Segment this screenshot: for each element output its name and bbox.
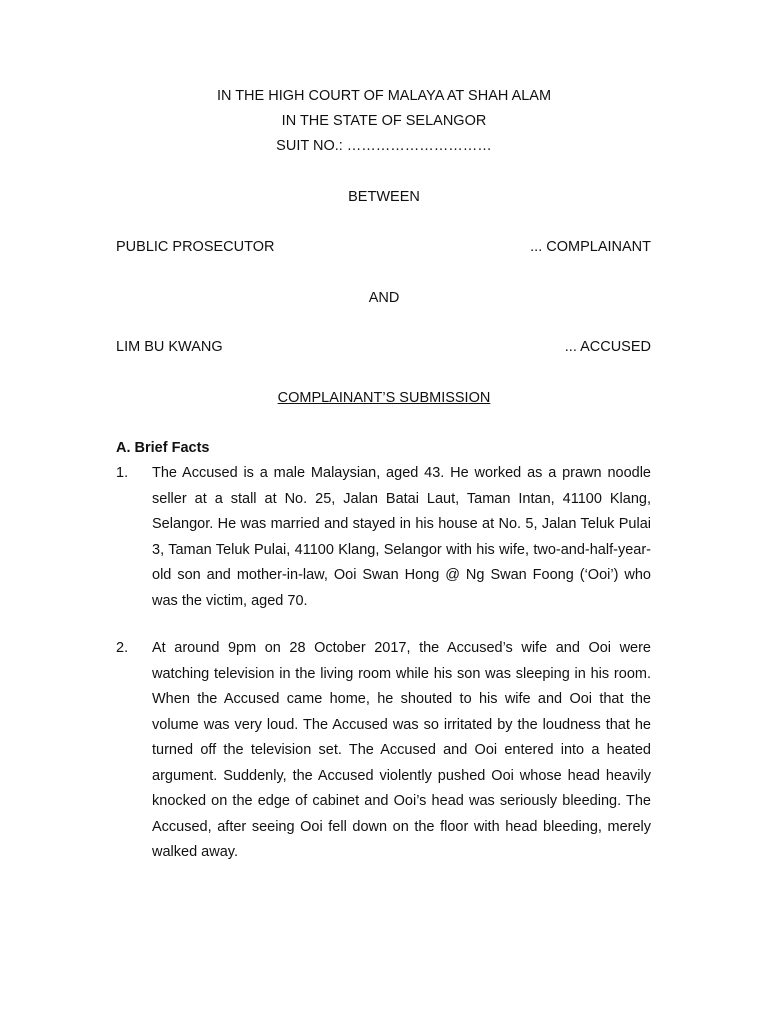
paragraph-2 [116,636,651,866]
paragraph-number: 2. [116,640,129,656]
court-name: IN THE HIGH COURT OF MALAYA AT SHAH ALAM [216,88,552,104]
paragraph-text: The Accused is a male Malaysian, aged 43. He worked as a prawn noodle seller at a stall at No. 25, Jalan Batai Laut, Taman Intan, 41100 Klang, Selangor. He was married and stayed in his house at No. 5, Jalan Teluk Pulai 3, Taman Teluk Pulai, 41100 Klang, Selangor with his wife, two-and-half-year-old son and mother-in-law, Ooi Swan Hong @ Ng Swan Foong (‘Ooi’) who was the victim, aged 70. [152,465,651,609]
complainant-role: ... COMPLAINANT [530,239,651,255]
paragraph-number: 1. [116,465,129,481]
accused-role: ... ACCUSED [564,339,651,355]
complainant-row [116,239,651,255]
accused-name: LIM BU KWANG [116,339,223,355]
paragraph-1 [116,461,651,614]
and-label: AND [368,290,400,306]
paragraph-text: At around 9pm on 28 October 2017, the Accused’s wife and Ooi were watching television in the living room while his son was sleeping in his room. When the Accused came home, he shouted to his wife and Ooi that the volume was very loud. The Accused was so irritated by the loudness that he turned off the television set. The Accused and Ooi entered into a heated argument. Suddenly, the Accused violently pushed Ooi whose head heavily knocked on the edge of cabinet and Ooi’s head was seriously bleeding. The Accused, after seeing Ooi fell down on the floor with head bleeding, merely walked away. [152,640,651,860]
court-state: IN THE STATE OF SELANGOR [281,113,487,129]
between-label: BETWEEN [348,189,420,205]
submission-title-wrap [0,390,768,406]
complainant-name: PUBLIC PROSECUTOR [116,239,275,255]
submission-title: COMPLAINANT’S SUBMISSION [277,390,491,406]
suit-number: SUIT NO.: ………………………… [276,138,492,154]
accused-row [116,339,651,355]
section-heading-brief-facts: A. Brief Facts [116,440,210,456]
